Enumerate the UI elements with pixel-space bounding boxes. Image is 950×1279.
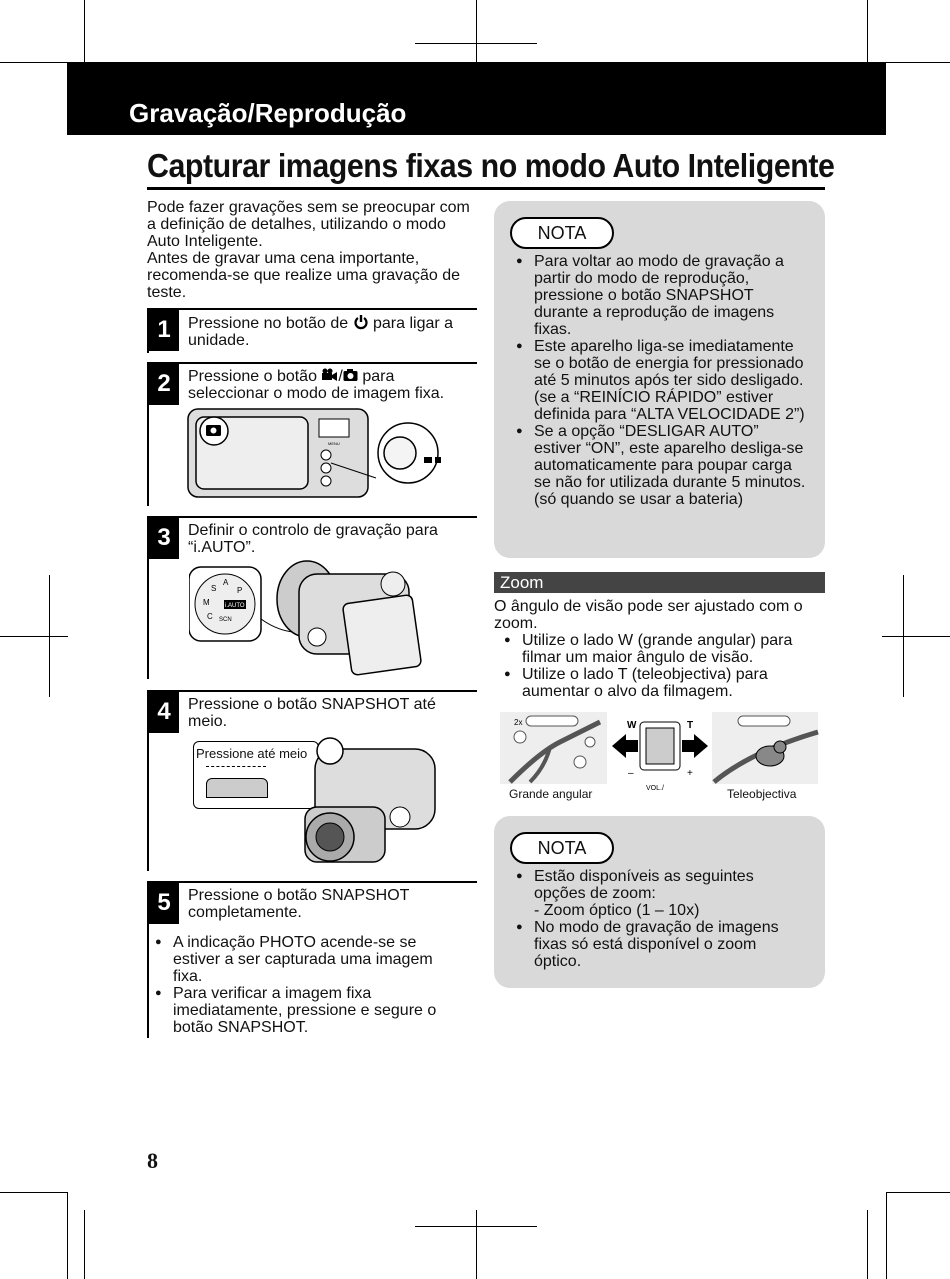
list-item: ● Este aparelho liga-se imediatamente se o botão de energia for pressionado até 5 minutos após ter sido desligado. (se a “REINÍCIO RÁPIDO” estiver definida para “ALTA VELOCIDADE 2”) <box>516 338 806 423</box>
slash: / <box>338 368 343 385</box>
page-number: 8 <box>147 1148 158 1173</box>
intro-text <box>147 199 482 301</box>
shutter-button <box>206 778 268 798</box>
caption-wide: Grande angular <box>509 787 593 801</box>
list-item: ● Se a opção “DESLIGAR AUTO” estiver “ON”, este aparelho desliga-se automaticamente para poupar carga se não for utilizada durante 5 minutos. (só quando se usar a bateria) <box>516 423 806 508</box>
step-number: 1 <box>149 309 179 351</box>
zoom-intro: O ângulo de visão pode ser ajustado com o zoom. <box>494 598 803 632</box>
list-item: ● A indicação PHOTO acende-se se estiver a ser capturada uma imagem fixa. <box>155 934 455 985</box>
caption-tele: Teleobjectiva <box>727 787 797 801</box>
svg-text:+: + <box>687 768 693 779</box>
note-box <box>494 816 825 988</box>
step-5 <box>147 882 479 1038</box>
step-text: Pressione o botão SNAPSHOT até meio. <box>188 696 436 730</box>
step-text <box>188 368 478 402</box>
zoom-heading: Zoom <box>494 572 825 593</box>
step-2 <box>147 363 479 506</box>
svg-text:i.AUTO: i.AUTO <box>225 603 245 609</box>
svg-text:–: – <box>628 768 634 779</box>
svg-text:P: P <box>237 586 243 595</box>
camera-front-illustration <box>295 727 445 867</box>
svg-text:C: C <box>207 612 213 621</box>
section-title: Gravação/Reprodução <box>129 98 407 128</box>
note-label: NOTA <box>510 832 614 864</box>
svg-text:T: T <box>687 720 694 731</box>
step-text-part: para ligar a unidade. <box>188 315 454 349</box>
title-rule <box>147 187 825 190</box>
power-icon <box>353 314 369 330</box>
step-text: Pressione o botão SNAPSHOT completamente. <box>188 887 410 921</box>
list-item: ● Utilize o lado W (grande angular) para filmar um maior ângulo de visão. <box>504 632 829 666</box>
step-1 <box>147 309 479 353</box>
svg-text:A: A <box>223 578 229 587</box>
step-text-part: para seleccionar o modo de imagem fixa. <box>188 368 445 402</box>
list-item: ● Estão disponíveis as seguintes opções de zoom: - Zoom óptico (1 – 10x) <box>516 868 806 919</box>
page-title: Capturar imagens fixas no modo Auto Inteligente <box>147 147 835 184</box>
intro-paragraph: Antes de gravar uma cena importante, recomenda-se que realize uma gravação de teste. <box>147 250 461 301</box>
svg-text:VOL./: VOL./ <box>646 785 664 792</box>
step-5-notes <box>155 934 455 1036</box>
svg-text:W: W <box>627 720 637 731</box>
zoom-list <box>504 632 829 700</box>
note-label: NOTA <box>510 217 614 249</box>
camera-rear-illustration <box>186 403 466 503</box>
intro-paragraph: Pode fazer gravações sem se preocupar com a definição de detalhes, utilizando o modo Auto Inteligente. <box>147 199 470 250</box>
note-list <box>516 868 806 970</box>
list-item: ● No modo de gravação de imagens fixas só está disponível o zoom óptico. <box>516 919 806 970</box>
svg-text:S: S <box>211 584 217 593</box>
svg-text:SCN: SCN <box>219 617 232 623</box>
step-number: 4 <box>149 691 179 733</box>
svg-text:MENU: MENU <box>328 441 340 446</box>
step-text <box>188 314 478 349</box>
svg-text:2x: 2x <box>514 718 523 727</box>
dashed-line <box>206 766 266 775</box>
video-camera-icon <box>321 368 338 382</box>
note-list <box>516 253 806 508</box>
zoom-lever-illustration <box>500 712 820 794</box>
step-text-part: Pressione o botão <box>188 368 322 385</box>
mode-dial-illustration <box>189 559 449 677</box>
step-number: 5 <box>149 882 179 924</box>
list-item: ● Utilize o lado T (teleobjectiva) para aumentar o alvo da filmagem. <box>504 666 829 700</box>
step-number: 2 <box>149 363 179 405</box>
camera-icon <box>343 368 358 382</box>
step-3 <box>147 517 479 679</box>
list-item: ● Para verificar a imagem fixa imediatamente, pressione e segure o botão SNAPSHOT. <box>155 985 455 1036</box>
list-item: ● Para voltar ao modo de gravação a partir do modo de reprodução, pressione o botão SNAPSHOT durante a reprodução de imagens fixas. <box>516 253 806 338</box>
step-text: Definir o controlo de gravação para “i.AUTO”. <box>188 522 438 556</box>
half-press-label: Pressione até meio <box>196 746 308 761</box>
step-4 <box>147 691 479 871</box>
step-number: 3 <box>149 517 179 559</box>
note-box <box>494 201 825 558</box>
zoom-description <box>494 598 829 700</box>
svg-text:M: M <box>203 598 210 607</box>
step-text-part: Pressione no botão de <box>188 315 353 332</box>
